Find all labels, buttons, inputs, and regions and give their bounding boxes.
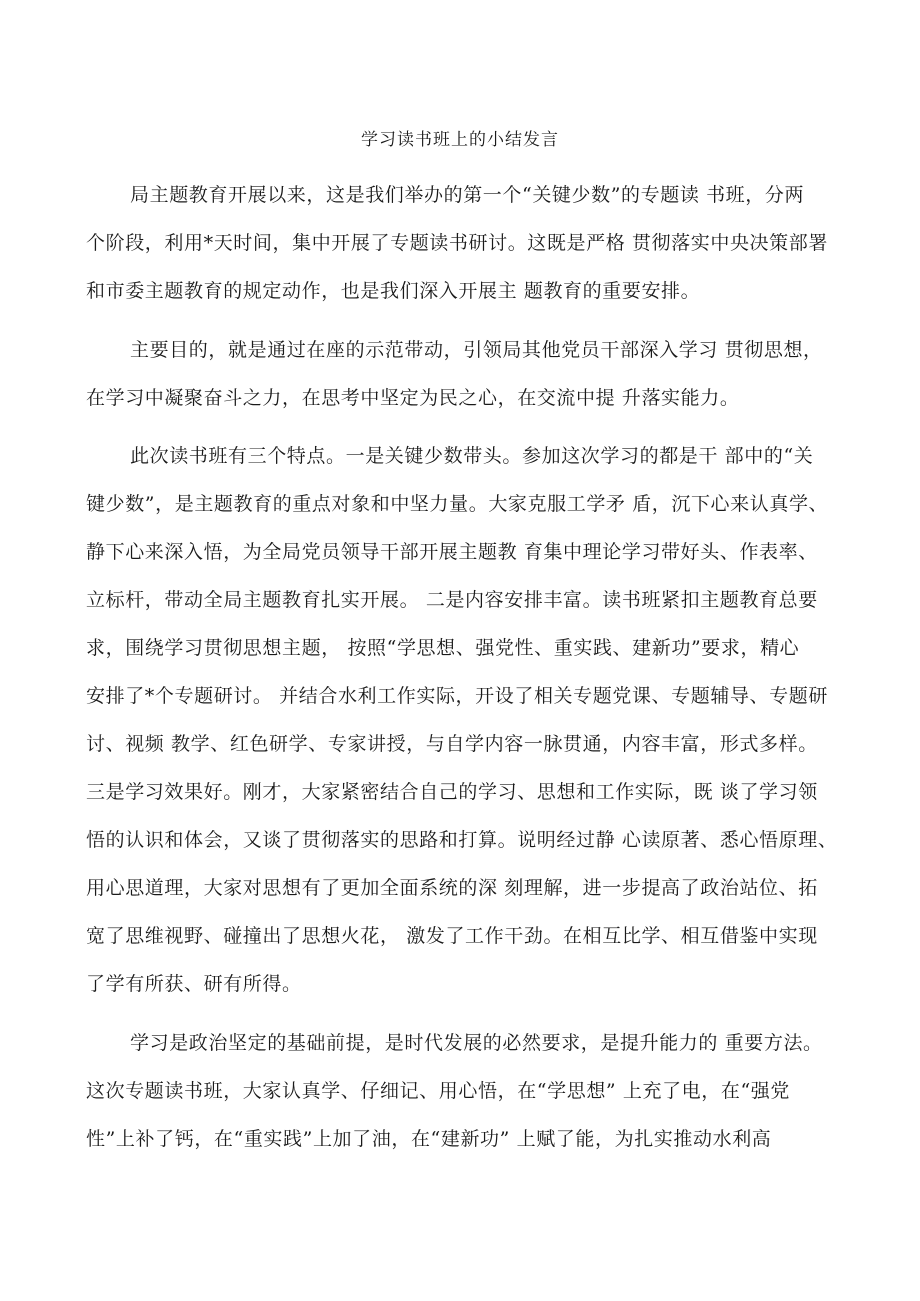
text-line: 键少数”，是主题教育的重点对象和中坚力量。大家克服工学矛 盾，沉下心来认真学、 bbox=[86, 493, 829, 515]
text-line: 静下心来深入悟，为全局党员领导干部开展主题教 育集中理论学习带好头、作表率、 bbox=[86, 541, 818, 563]
text-line: 局主题教育开展以来，这是我们举办的第一个“关键少数”的专题读 书班，分两 bbox=[130, 184, 805, 206]
text-line: 宽了思维视野、碰撞出了思想火花， 激发了工作干劲。在相互比学、相互借鉴中实现 bbox=[86, 925, 818, 947]
text-line: 在学习中凝聚奋斗之力，在思考中坚定为民之心，在交流中提 升落实能力。 bbox=[86, 387, 740, 409]
text-line: 这次专题读书班，大家认真学、仔细记、用心悟，在“学思想” 上充了电，在“强党 bbox=[86, 1080, 790, 1102]
text-line: 个阶段，利用*天时间，集中开展了专题读书研讨。这既是严格 贯彻落实中央决策部署 bbox=[86, 232, 828, 254]
text-line: 讨、视频 教学、红色研学、专家讲授，与自学内容一脉贯通，内容丰富，形式多样。 bbox=[86, 733, 818, 755]
document-title: 学习读书班上的小结发言 bbox=[361, 130, 559, 150]
text-line: 了学有所获、研有所得。 bbox=[86, 973, 302, 995]
text-line: 安排了*个专题研讨。 并结合水利工作实际，开设了相关专题党课、专题辅导、专题研 bbox=[86, 685, 828, 707]
text-line: 此次读书班有三个特点。一是关键少数带头。参加这次学习的都是干 部中的“关 bbox=[130, 445, 814, 467]
text-line: 悟的认识和体会，又谈了贯彻落实的思路和打算。说明经过静 心读原著、悉心悟原理、 bbox=[86, 829, 838, 851]
text-line: 求，围绕学习贯彻思想主题， 按照“学思想、强党性、重实践、建新功”要求，精心 bbox=[86, 637, 800, 659]
text-line: 立标杆，带动全局主题教育扎实开展。 二是内容安排丰富。读书班紧扣主题教育总要 bbox=[86, 589, 818, 611]
text-line: 主要目的，就是通过在座的示范带动，引领局其他党员干部深入学习 贯彻思想， bbox=[130, 339, 823, 361]
text-line: 和市委主题教育的规定动作，也是我们深入开展主 题教育的重要安排。 bbox=[86, 280, 701, 302]
text-line: 用心思道理，大家对思想有了更加全面系统的深 刻理解，进一步提高了政治站位、拓 bbox=[86, 877, 818, 899]
text-line: 性”上补了钙，在“重实践”上加了油，在“建新功” 上赋了能，为扎实推动水利高 bbox=[86, 1128, 772, 1150]
text-line: 三是学习效果好。刚才，大家紧密结合自己的学习、思想和工作实际，既 谈了学习领 bbox=[86, 781, 818, 803]
text-line: 学习是政治坚定的基础前提，是时代发展的必然要求，是提升能力的 重要方法。 bbox=[130, 1032, 823, 1054]
